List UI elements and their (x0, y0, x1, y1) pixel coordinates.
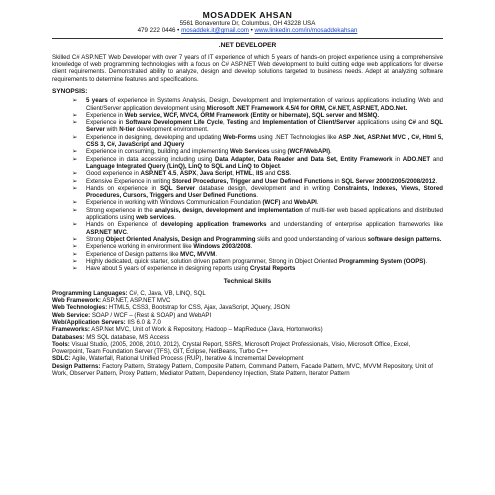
synopsis-text: Web service, WCF, MVC4, ORM Framework (Entity or hibernate), SQL server and MSMQ. (124, 111, 380, 119)
synopsis-text: using (269, 148, 288, 156)
linkedin-link[interactable]: www.linkedin.com/in/mosaddekahsan (254, 27, 358, 35)
synopsis-text: and (430, 155, 443, 163)
synopsis-item (52, 265, 443, 272)
arrow-bullet-icon: ➢ (72, 199, 78, 207)
synopsis-text: . (316, 199, 319, 207)
skill-value: C#, C, Java, VB, LINQ, SQL (127, 289, 206, 297)
synopsis-text: Highly dedicated, quick starter, solution driven pattern programmer, Strong in Object Oriented (86, 257, 340, 265)
synopsis-text: ASP .Net, ASP.Net MVC , C#, Html 5, CSS 3, C#, JavaScript and JQuery (86, 133, 443, 149)
synopsis-item (52, 97, 443, 112)
role-title: .NET DEVELOPER (218, 41, 277, 49)
synopsis-item (52, 258, 443, 265)
synopsis-text: ASP.NET 4.5 (140, 170, 177, 178)
synopsis-text: Crystal Reports (249, 265, 296, 273)
synopsis-text: Good experience in (86, 170, 141, 178)
synopsis-text: , (222, 119, 227, 127)
arrow-bullet-icon: ➢ (72, 133, 78, 141)
email-link[interactable]: mosaddek.it@gmail.com (181, 27, 249, 35)
synopsis-text: N-tier (119, 126, 136, 134)
synopsis-text: Experience in (86, 119, 126, 127)
skill-row (52, 312, 443, 319)
synopsis-text: Microsoft .NET Framework 4.5/4 for ORM, C#.NET, ASP.NET, ADO.Net. (206, 104, 408, 112)
synopsis-text: and understanding of enterprise application frameworks like (266, 221, 443, 229)
synopsis-text: . (126, 228, 129, 236)
arrow-bullet-icon: ➢ (72, 235, 78, 243)
skill-row (52, 363, 443, 378)
synopsis-item (52, 112, 443, 119)
arrow-bullet-icon: ➢ (72, 111, 78, 119)
skill-label: Databases: (52, 333, 85, 341)
synopsis-item (52, 251, 443, 258)
synopsis-text: Implementation of Client/Server (262, 119, 356, 127)
synopsis-text: Java Script (199, 170, 233, 178)
synopsis-text: ASPX (179, 170, 197, 178)
skill-value: Factory Pattern, Strategy Pattern, Composite Pattern, Command Pattern, Facade Pattern, MVC, MVVM Repository, Unit of Work, Observer Pattern, Proxy Pattern, Mediator Pattern, Dependency Injection, State Pattern, Iterator Pattern (52, 362, 433, 377)
synopsis-text: Web-Forms (222, 133, 257, 141)
synopsis-item (52, 243, 443, 250)
synopsis-text: (WCF) (262, 199, 281, 207)
skill-label: Web Technologies: (52, 304, 108, 312)
synopsis-item (52, 119, 443, 134)
synopsis-text: development environment. (135, 126, 209, 134)
contact-separator: • (248, 27, 255, 35)
synopsis-text: . (279, 162, 282, 170)
synopsis-text: Have about 5 years of experience in designing reports using (86, 265, 250, 273)
synopsis-text: Hands on Experience of (86, 221, 161, 229)
arrow-bullet-icon: ➢ (72, 206, 78, 214)
synopsis-text: in (333, 177, 342, 185)
synopsis-heading: SYNOPSIS: (52, 88, 88, 95)
skill-label: Programming Languages: (52, 289, 128, 297)
synopsis-text: Experience working in environment like (86, 243, 194, 251)
synopsis-item (52, 134, 443, 149)
synopsis-text: of multi-tier web based applications and distributed applications using (86, 206, 443, 222)
skill-row (52, 304, 443, 311)
skill-value: Agile, Waterfall, Rational Unified Process (RUP), Iterative & Incremental Development (70, 355, 304, 363)
synopsis-text: . (330, 148, 332, 156)
skill-label: Web Framework: (52, 297, 101, 305)
skill-value: HTML5, CSS3, Bootstrap for CSS, Ajax, JavaScript, JQuery, JSON (107, 304, 290, 312)
synopsis-text: and (263, 170, 277, 178)
arrow-bullet-icon: ➢ (72, 257, 78, 265)
skill-row (52, 341, 443, 356)
skill-label: Web Service: (52, 311, 91, 319)
synopsis-text: Experience in consuming, building and implementing (86, 148, 230, 156)
synopsis-text: in (392, 155, 403, 163)
skill-label: SDLC: (52, 355, 71, 363)
skill-row (52, 326, 443, 333)
synopsis-text: WebAPI (293, 199, 317, 207)
synopsis-text: Language Integrated Query (LinQ), LinQ to SQL and LinQ to Object (86, 162, 280, 170)
synopsis-text: SQL Server 2000/2005/2008/2012 (341, 177, 436, 185)
synopsis-text: C# (408, 119, 417, 127)
skill-row (52, 334, 443, 341)
synopsis-list (52, 97, 443, 272)
synopsis-text: . (250, 243, 253, 251)
synopsis-text: ADO.NET (402, 155, 431, 163)
synopsis-text: . (256, 192, 259, 200)
synopsis-text: and (248, 119, 263, 127)
synopsis-item (52, 156, 443, 171)
arrow-bullet-icon: ➢ (72, 265, 78, 273)
contact-line (52, 27, 443, 34)
skill-label: Frameworks: (52, 326, 90, 334)
synopsis-text: with (104, 126, 120, 134)
synopsis-text: skills and good understanding of various (255, 235, 368, 243)
skills-list (52, 290, 443, 378)
synopsis-item (52, 185, 443, 200)
synopsis-item (52, 178, 443, 185)
skill-value: IIS 6.0 & 7.0 (125, 318, 161, 326)
synopsis-text: Strong (86, 235, 106, 243)
summary-paragraph: Skilled C# ASP.NET Web Developer with over 7 years of IT experience of which 5 years of hands-on project experience using a comprehensive knowledge of web programming technologies with a focus on C# ASP.NET Web development to build cutting edge web applications for diverse client requirements. Demonstrated ability to analyze, design and develop solutions targeted to business needs. Adept at analyzing software requirements to determine features and specifications. (52, 53, 443, 83)
synopsis-item (52, 170, 443, 177)
synopsis-text: . (425, 257, 428, 265)
skill-value: SOAP / WCF – (Rest & SOAP) and WebAPI (90, 311, 212, 319)
synopsis-text: . (289, 170, 292, 178)
synopsis-text: developing application frameworks (160, 221, 267, 229)
synopsis-text: Experience in data accessing including using (86, 155, 216, 163)
synopsis-item (52, 221, 443, 236)
synopsis-text: SQL Server (86, 119, 443, 134)
synopsis-item (52, 199, 443, 206)
synopsis-text: and (280, 199, 294, 207)
arrow-bullet-icon: ➢ (72, 119, 78, 127)
skill-label: Web/Application Servers: (52, 318, 126, 326)
synopsis-text: . (435, 177, 438, 185)
synopsis-text: Programming System (OOPS) (339, 257, 426, 265)
arrow-bullet-icon: ➢ (72, 170, 78, 178)
address: 5561 Bonaventure Dr, Columbus, OH 43228 USA (179, 20, 316, 27)
arrow-bullet-icon: ➢ (72, 184, 78, 192)
synopsis-text: ASP.NET MVC (86, 228, 127, 236)
skill-row (52, 319, 443, 326)
synopsis-text: CSS (276, 170, 290, 178)
skill-value: MS SQL database, MS Access (84, 333, 170, 341)
synopsis-text: analysis, design, development and implementation (154, 206, 303, 214)
skill-row (52, 297, 443, 304)
synopsis-text: Data Adapter, Data Reader and Data Set, Entity Framework (215, 155, 393, 163)
synopsis-text: . (174, 214, 176, 222)
synopsis-text: Testing (226, 119, 249, 127)
arrow-bullet-icon: ➢ (72, 155, 78, 163)
synopsis-text: SQL Server (159, 184, 196, 192)
candidate-name: MOSADDEK AHSAN (202, 10, 293, 20)
skill-value: ASP.Net MVC, Unit of Work & Repository, Hadoop – MapReduce (Java, Hortonworks) (89, 326, 323, 334)
synopsis-item (52, 148, 443, 155)
skill-label: Design Patterns: (52, 362, 101, 370)
synopsis-text: Hands on experience in (86, 184, 160, 192)
synopsis-text: HTML (235, 170, 253, 178)
synopsis-item (52, 236, 443, 243)
synopsis-text: 5 years (86, 97, 108, 105)
synopsis-text: Experience in working with Windows Communication Foundation (86, 199, 263, 207)
synopsis-text: IIS (255, 170, 264, 178)
synopsis-text: Experience of Design patterns like (86, 250, 181, 258)
synopsis-text: , (176, 170, 180, 178)
synopsis-text: applications using (355, 119, 409, 127)
synopsis-text: and (416, 119, 431, 127)
skill-value: Visual Studio, (2005, 2008, 2010, 2012), Crystal Report, SSRS, Microsoft Project Professionals, Visio, Microsoft Office, Excel, Powerpoint, Team Foundation Server (TFS), GIT, Eclipse, NetBeans, Turbo C++ (52, 340, 411, 356)
synopsis-text: of experience in Systems Analysis, Design, Development and Implementation of various applications including Web and Client/Server application development using (86, 97, 443, 112)
synopsis-text: database design, development and in writing (195, 184, 334, 192)
arrow-bullet-icon: ➢ (72, 221, 78, 229)
synopsis-text: MVC, MVVM (180, 250, 216, 258)
skill-value: ASP.NET, ASP.NET MVC (101, 297, 171, 305)
synopsis-text: software design patterns. (367, 235, 442, 243)
synopsis-text: Strong experience in the (86, 206, 155, 214)
synopsis-text: Stored Procedures, Trigger and User Defined Functions (172, 177, 334, 185)
arrow-bullet-icon: ➢ (72, 177, 78, 185)
skill-label: Tools: (52, 340, 70, 348)
arrow-bullet-icon: ➢ (72, 97, 78, 105)
synopsis-item (52, 207, 443, 222)
arrow-bullet-icon: ➢ (72, 243, 78, 251)
arrow-bullet-icon: ➢ (72, 148, 78, 156)
synopsis-text: Extensive Experience in writing (86, 177, 173, 185)
synopsis-text: Constraints, Indexes, Views, Stored Procedures, Cursors, Triggers and User Defined Functions (86, 184, 443, 200)
arrow-bullet-icon: ➢ (72, 250, 78, 258)
skill-row (52, 290, 443, 297)
synopsis-text: , (232, 170, 236, 178)
synopsis-text: Experience in designing, developing and updating (86, 133, 223, 141)
synopsis-text: web services (136, 214, 175, 222)
synopsis-text: Software Development Life Cycle (125, 119, 223, 127)
synopsis-text: Windows 2003/2008 (193, 243, 251, 251)
synopsis-text: Web Services (229, 148, 270, 156)
synopsis-text: Experience in (86, 111, 125, 119)
synopsis-text: Object Oriented Analysis, Design and Programming (105, 235, 256, 243)
synopsis-text: , (252, 170, 256, 178)
synopsis-text: . (215, 250, 218, 258)
synopsis-text: , (196, 170, 200, 178)
synopsis-text: using .NET Technologies like (256, 133, 339, 141)
technical-skills-heading: Technical Skills (223, 278, 272, 286)
header-divider (52, 38, 443, 39)
synopsis-text: (WCF/WebAPI) (287, 148, 331, 156)
skill-row (52, 355, 443, 362)
phone: 479 222 0446 • (137, 27, 182, 35)
